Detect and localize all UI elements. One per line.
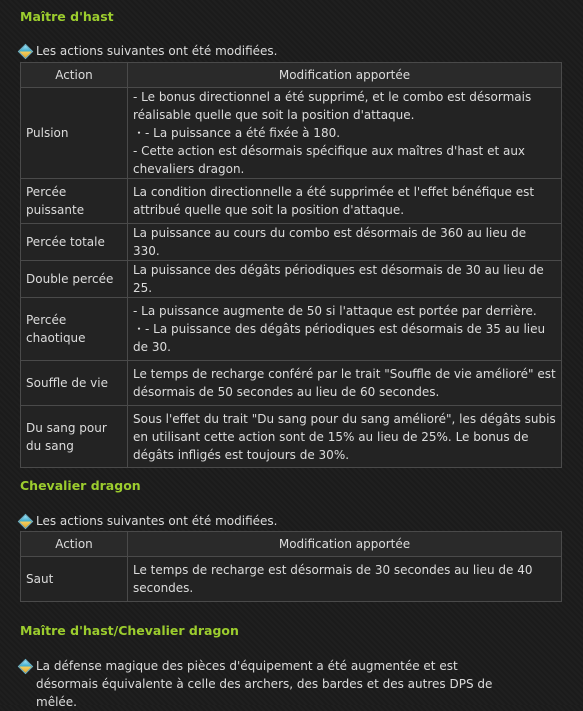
column-header-action: Action <box>21 63 128 88</box>
changes-table-maitre-dhast <box>20 62 562 468</box>
section-note <box>20 657 520 711</box>
table-row <box>21 557 562 602</box>
modification-line: ・- La puissance a été fixée à 180. <box>133 126 341 140</box>
note-text: Les actions suivantes ont été modifiées. <box>36 44 278 58</box>
modification-cell <box>128 361 562 406</box>
modification-line: Sous l'effet du trait "Du sang pour du sang amélioré", les dégâts subis en utilisant cette action sont de 15% au lieu de 25%. Le bonus de dégâts infligés est toujours de 30%. <box>133 411 556 462</box>
action-cell: Double percée <box>21 261 128 298</box>
modification-cell <box>128 261 562 298</box>
modification-line: ・- La puissance des dégâts périodiques est désormais de 35 au lieu de 30. <box>133 322 546 354</box>
table-row <box>21 298 562 361</box>
modification-line: - Cette action est désormais spécifique aux maîtres d'hast et aux chevaliers dragon. <box>133 144 526 176</box>
table-row <box>21 179 562 224</box>
modification-line: Le temps de recharge est désormais de 30 secondes au lieu de 40 secondes. <box>133 563 533 595</box>
column-header-modification: Modification apportée <box>128 532 562 557</box>
modification-line: La condition directionnelle a été supprimée et l'effet bénéfique est attribué quelle que soit la position d'attaque. <box>133 185 535 217</box>
section-title-maitre-dhast-chevalier-dragon: Maître d'hast/Chevalier dragon <box>20 623 239 638</box>
modification-cell <box>128 298 562 361</box>
action-cell: Percée puissante <box>21 179 128 224</box>
table-row <box>21 88 562 179</box>
modification-line: - La puissance augmente de 50 si l'attaque est portée par derrière. <box>133 304 537 318</box>
table-row <box>21 361 562 406</box>
section-title-maitre-dhast: Maître d'hast <box>20 9 114 24</box>
action-cell: Percée totale <box>21 224 128 261</box>
diamond-bullet-icon <box>18 514 34 530</box>
section-note <box>20 512 277 530</box>
modification-cell <box>128 557 562 602</box>
modification-cell <box>128 406 562 468</box>
modification-line: La puissance des dégâts périodiques est désormais de 30 au lieu de 25. <box>133 263 544 295</box>
table-header-row <box>21 532 562 557</box>
note-text: Les actions suivantes ont été modifiées. <box>36 514 278 528</box>
table-row <box>21 406 562 468</box>
action-cell: Souffle de vie <box>21 361 128 406</box>
diamond-bullet-icon <box>18 44 34 60</box>
section-note <box>20 42 277 60</box>
column-header-action: Action <box>21 532 128 557</box>
action-cell: Saut <box>21 557 128 602</box>
modification-line: Le temps de recharge conféré par le trait "Souffle de vie amélioré" est désormais de 50 secondes au lieu de 60 secondes. <box>133 367 556 399</box>
table-row <box>21 224 562 261</box>
section-title-chevalier-dragon: Chevalier dragon <box>20 478 141 493</box>
note-text: La défense magique des pièces d'équipement a été augmentée et est désormais équivalente à celle des archers, des bardes et des autres DPS de mêlée. <box>36 659 493 709</box>
column-header-modification: Modification apportée <box>128 63 562 88</box>
modification-cell <box>128 179 562 224</box>
action-cell: Pulsion <box>21 88 128 179</box>
diamond-bullet-icon <box>18 659 34 675</box>
modification-cell <box>128 88 562 179</box>
changes-table-chevalier-dragon <box>20 531 562 602</box>
table-row <box>21 261 562 298</box>
table-header-row <box>21 63 562 88</box>
action-cell: Du sang pour du sang <box>21 406 128 468</box>
action-cell: Percée chaotique <box>21 298 128 361</box>
modification-line: La puissance au cours du combo est désormais de 360 au lieu de 330. <box>133 226 527 258</box>
modification-cell <box>128 224 562 261</box>
modification-line: - Le bonus directionnel a été supprimé, et le combo est désormais réalisable quelle que soit la position d'attaque. <box>133 90 532 122</box>
